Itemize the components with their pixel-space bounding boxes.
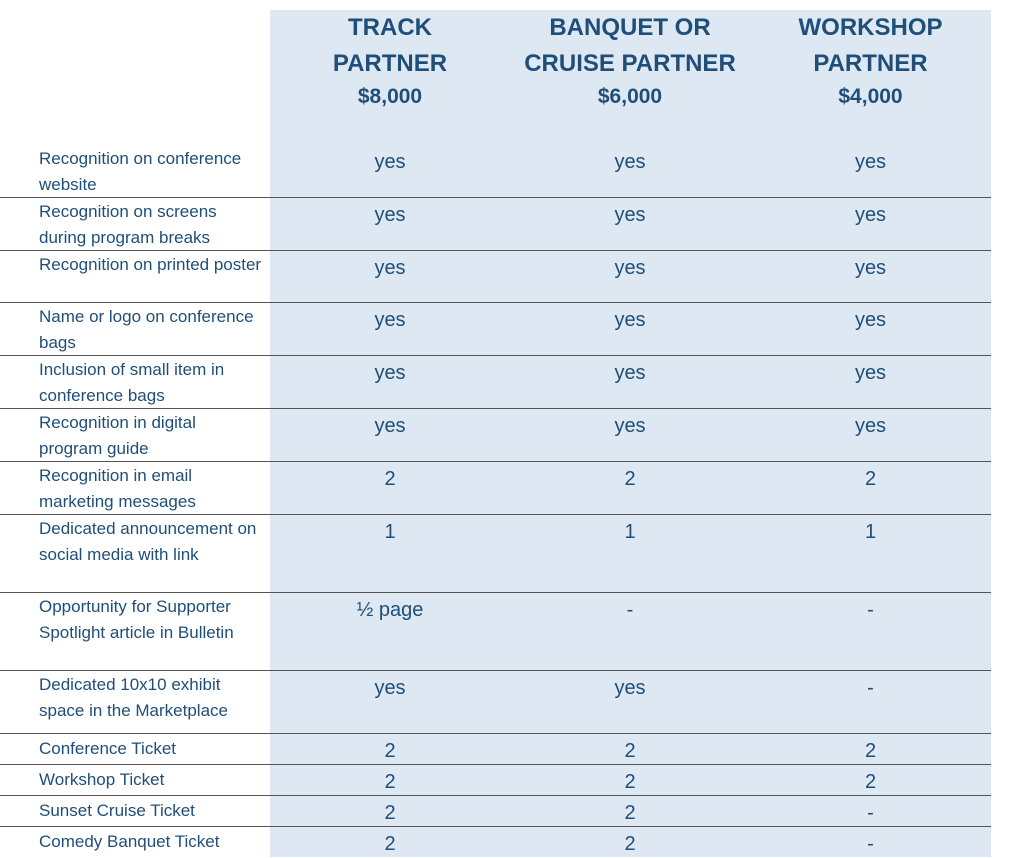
benefit-row bbox=[0, 409, 991, 462]
benefit-value-banquet: yes bbox=[510, 198, 750, 251]
benefit-value-track: yes bbox=[270, 145, 510, 198]
benefit-value-workshop: - bbox=[750, 671, 991, 734]
benefit-label: Name or logo on conference bags bbox=[0, 303, 270, 356]
tier-header-workshop bbox=[750, 0, 991, 145]
benefit-value-workshop: 2 bbox=[750, 462, 991, 515]
ticket-value-banquet: 2 bbox=[510, 765, 750, 796]
benefit-value-track: 2 bbox=[270, 462, 510, 515]
ticket-row bbox=[0, 796, 991, 827]
benefit-row bbox=[0, 145, 991, 198]
benefit-value-track: 1 bbox=[270, 515, 510, 593]
benefit-label: Recognition on screens during program breaks bbox=[0, 198, 270, 251]
ticket-value-banquet: 2 bbox=[510, 734, 750, 765]
benefit-row bbox=[0, 356, 991, 409]
benefit-header-blank bbox=[0, 0, 270, 145]
benefit-row bbox=[0, 303, 991, 356]
benefit-value-banquet: yes bbox=[510, 671, 750, 734]
tier-header-banquet-cruise bbox=[510, 0, 750, 145]
benefit-value-banquet: yes bbox=[510, 409, 750, 462]
benefit-value-banquet: - bbox=[510, 593, 750, 671]
ticket-row bbox=[0, 734, 991, 765]
benefit-row bbox=[0, 593, 991, 671]
ticket-value-track: 2 bbox=[270, 734, 510, 765]
ticket-value-workshop: 2 bbox=[750, 734, 991, 765]
benefit-value-workshop: 1 bbox=[750, 515, 991, 593]
benefit-value-banquet: 2 bbox=[510, 462, 750, 515]
tier-name: TRACK PARTNER bbox=[332, 14, 448, 77]
benefit-row bbox=[0, 198, 991, 251]
ticket-label: Sunset Cruise Ticket bbox=[0, 796, 270, 827]
benefit-label: Opportunity for Supporter Spotlight article in Bulletin bbox=[0, 593, 270, 671]
benefit-value-banquet: yes bbox=[510, 145, 750, 198]
ticket-value-workshop: - bbox=[867, 833, 874, 855]
tier-price: $4,000 bbox=[838, 85, 903, 108]
benefit-value-workshop: yes bbox=[750, 409, 991, 462]
benefit-value-banquet: 1 bbox=[510, 515, 750, 593]
ticket-value-banquet: 2 bbox=[624, 833, 636, 855]
benefit-value-track: yes bbox=[270, 671, 510, 734]
tier-header-track bbox=[270, 0, 510, 145]
benefit-value-workshop: yes bbox=[750, 303, 991, 356]
benefit-value-banquet: yes bbox=[510, 356, 750, 409]
benefit-row bbox=[0, 251, 991, 303]
benefit-label: Inclusion of small item in conference bags bbox=[0, 356, 270, 409]
ticket-label: Workshop Ticket bbox=[0, 765, 270, 796]
benefit-label: Recognition in email marketing messages bbox=[0, 462, 270, 515]
benefit-label: Dedicated 10x10 exhibit space in the Marketplace bbox=[0, 671, 270, 734]
benefit-value-banquet: yes bbox=[510, 303, 750, 356]
benefit-value-workshop: yes bbox=[750, 145, 991, 198]
benefit-label: Dedicated announcement on social media with link bbox=[0, 515, 270, 593]
ticket-row bbox=[0, 765, 991, 796]
ticket-value-banquet: 2 bbox=[510, 796, 750, 827]
benefit-row bbox=[0, 515, 991, 593]
benefit-value-workshop: yes bbox=[750, 251, 991, 303]
tier-header-row bbox=[0, 0, 991, 145]
benefit-value-workshop: yes bbox=[750, 356, 991, 409]
benefit-value-track: yes bbox=[270, 303, 510, 356]
benefit-value-banquet: yes bbox=[510, 251, 750, 303]
tier-price: $6,000 bbox=[597, 85, 663, 108]
benefit-value-track: yes bbox=[270, 251, 510, 303]
benefit-value-track: yes bbox=[270, 409, 510, 462]
benefit-value-workshop: - bbox=[750, 593, 991, 671]
ticket-label: Conference Ticket bbox=[0, 734, 270, 765]
ticket-value-track: 2 bbox=[270, 796, 510, 827]
benefit-value-track: yes bbox=[270, 356, 510, 409]
tier-price: $8,000 bbox=[357, 85, 423, 108]
ticket-value-track: 2 bbox=[270, 765, 510, 796]
ticket-value-workshop: - bbox=[750, 796, 991, 827]
ticket-row bbox=[0, 827, 991, 858]
ticket-label: Comedy Banquet Ticket bbox=[39, 832, 220, 851]
ticket-value-track: 2 bbox=[384, 833, 396, 855]
tier-name: BANQUET OR CRUISE PARTNER bbox=[524, 14, 736, 77]
ticket-value-workshop: 2 bbox=[750, 765, 991, 796]
benefit-row bbox=[0, 462, 991, 515]
benefit-value-workshop: yes bbox=[750, 198, 991, 251]
tier-name: WORKSHOP PARTNER bbox=[798, 14, 943, 77]
benefit-value-track: yes bbox=[270, 198, 510, 251]
benefit-label: Recognition on printed poster bbox=[0, 251, 270, 303]
benefit-label: Recognition on conference website bbox=[0, 145, 270, 198]
benefit-row bbox=[0, 671, 991, 734]
benefit-label: Recognition in digital program guide bbox=[0, 409, 270, 462]
benefit-value-track: ½ page bbox=[270, 593, 510, 671]
